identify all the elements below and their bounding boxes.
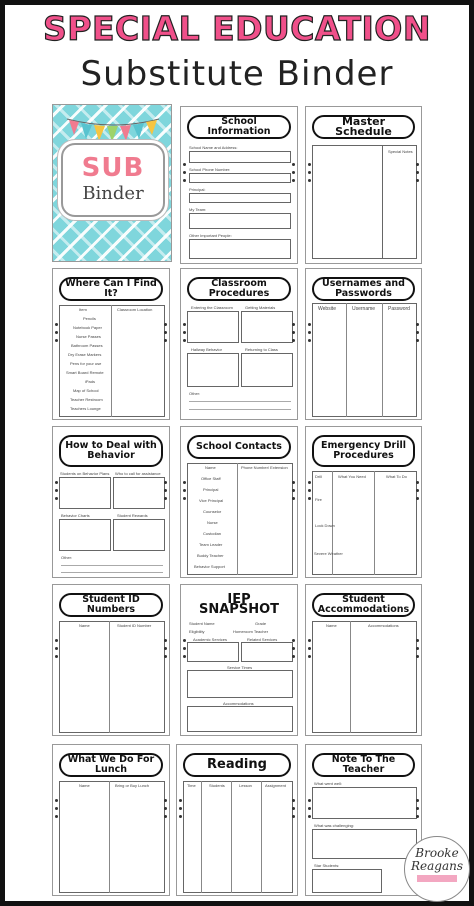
field-label: What was challenging: bbox=[314, 823, 355, 828]
behavior-box bbox=[113, 519, 165, 551]
card-title: IEP SNAPSHOT bbox=[187, 593, 291, 617]
dot-icon bbox=[55, 481, 58, 484]
field-label: Student Name bbox=[189, 621, 215, 626]
dot-icon bbox=[416, 163, 419, 166]
column-header: Name bbox=[79, 623, 90, 628]
dot-icon bbox=[292, 647, 295, 650]
iep-box bbox=[187, 706, 293, 732]
dot-icon bbox=[308, 323, 311, 326]
table-row: Custodian bbox=[203, 531, 222, 536]
binder-hole-dots bbox=[416, 323, 419, 342]
dot-icon bbox=[55, 339, 58, 342]
dot-icon bbox=[292, 179, 295, 182]
field-label: Star Students: bbox=[314, 863, 340, 868]
procedure-box bbox=[241, 311, 293, 343]
binder-hole-dots bbox=[308, 481, 311, 500]
card-title: Master Schedule bbox=[312, 115, 415, 139]
table-row: Map of School bbox=[73, 388, 99, 393]
table-row: Nurse Passes bbox=[76, 334, 101, 339]
row-label: Severe Weather bbox=[314, 551, 343, 556]
card-student-accommodations bbox=[305, 584, 422, 736]
card-classroom-procedures bbox=[180, 268, 298, 420]
behavior-box bbox=[59, 477, 111, 509]
table-row: Pens for your use bbox=[70, 361, 102, 366]
column-header: Name bbox=[79, 783, 90, 788]
dot-icon bbox=[164, 339, 167, 342]
box-label: Who to call for assistance bbox=[115, 471, 161, 476]
table-row: iPads bbox=[85, 379, 96, 384]
binder-hole-dots bbox=[55, 481, 58, 500]
procedure-box bbox=[241, 353, 293, 387]
dot-icon bbox=[55, 639, 58, 642]
box-label: Behavior Charts bbox=[61, 513, 90, 518]
card-title: Emergency Drill Procedures bbox=[312, 435, 415, 467]
dot-icon bbox=[292, 799, 295, 802]
binder-hole-dots bbox=[55, 639, 58, 658]
dot-icon bbox=[183, 639, 186, 642]
dot-icon bbox=[183, 339, 186, 342]
column-header: Special Notes bbox=[388, 149, 413, 154]
card-usernames-passwords bbox=[305, 268, 422, 420]
card-title: Note To The Teacher bbox=[312, 753, 415, 777]
table-row: Dry Erase Markers bbox=[68, 352, 102, 357]
brooke-reagans-logo bbox=[404, 836, 470, 902]
binder-hole-dots bbox=[164, 481, 167, 500]
dot-icon bbox=[416, 799, 419, 802]
card-emergency-drill bbox=[305, 426, 422, 578]
dot-icon bbox=[183, 179, 186, 182]
table-row: Counselor bbox=[203, 509, 222, 514]
dot-icon bbox=[416, 807, 419, 810]
dot-icon bbox=[164, 799, 167, 802]
logo-text: Reagans bbox=[410, 859, 463, 873]
field-label: School Name and Address: bbox=[189, 145, 238, 150]
dot-icon bbox=[292, 497, 295, 500]
dot-icon bbox=[164, 655, 167, 658]
field-box bbox=[189, 173, 291, 183]
binder-hole-dots bbox=[164, 639, 167, 658]
card-lunch bbox=[52, 744, 170, 896]
dot-icon bbox=[164, 815, 167, 818]
dot-icon bbox=[164, 481, 167, 484]
binder-hole-dots bbox=[416, 481, 419, 500]
field-box bbox=[189, 213, 291, 229]
dot-icon bbox=[55, 799, 58, 802]
card-title: Student ID Numbers bbox=[59, 593, 163, 617]
binder-hole-dots bbox=[308, 799, 311, 818]
dot-icon bbox=[308, 807, 311, 810]
note-box bbox=[312, 787, 417, 819]
dot-icon bbox=[183, 163, 186, 166]
dot-icon bbox=[179, 807, 182, 810]
binder-hole-dots bbox=[292, 799, 295, 818]
binder-hole-dots bbox=[416, 639, 419, 658]
binder-hole-dots bbox=[308, 323, 311, 342]
dot-icon bbox=[416, 171, 419, 174]
sub-binder-badge bbox=[61, 143, 165, 217]
reading-table bbox=[183, 781, 293, 893]
dot-icon bbox=[183, 171, 186, 174]
card-title: School Contacts bbox=[187, 435, 291, 459]
dot-icon bbox=[164, 647, 167, 650]
dot-icon bbox=[164, 807, 167, 810]
dot-icon bbox=[55, 331, 58, 334]
table-row: Vice Principal bbox=[199, 498, 224, 503]
binder-hole-dots bbox=[292, 481, 295, 500]
dot-icon bbox=[308, 163, 311, 166]
table-row: Behavior Support bbox=[194, 564, 225, 569]
table-row: Principal bbox=[203, 487, 219, 492]
dot-icon bbox=[308, 331, 311, 334]
field-box bbox=[189, 151, 291, 163]
procedure-box bbox=[187, 353, 239, 387]
dot-icon bbox=[292, 655, 295, 658]
field-label: Principal: bbox=[189, 187, 206, 192]
dot-icon bbox=[416, 815, 419, 818]
bunting-banner-icon bbox=[65, 115, 161, 145]
column-header: Password bbox=[388, 306, 410, 312]
binder-hole-dots bbox=[416, 163, 419, 182]
table-row: Nurse bbox=[207, 520, 218, 525]
dot-icon bbox=[164, 489, 167, 492]
field-label: Homeroom Teacher bbox=[233, 629, 269, 634]
cover-sub-text: SUB bbox=[81, 153, 145, 183]
card-where-can-i-find-it bbox=[52, 268, 170, 420]
table-row: Bathroom Passes bbox=[71, 343, 103, 348]
binder-hole-dots bbox=[292, 163, 295, 182]
dot-icon bbox=[164, 639, 167, 642]
dot-icon bbox=[183, 331, 186, 334]
lunch-table bbox=[59, 781, 165, 893]
dot-icon bbox=[416, 339, 419, 342]
dot-icon bbox=[179, 815, 182, 818]
schedule-grid bbox=[312, 145, 417, 259]
dot-icon bbox=[308, 655, 311, 658]
column-header: Student ID Number bbox=[117, 623, 152, 628]
dot-icon bbox=[308, 497, 311, 500]
dot-icon bbox=[183, 481, 186, 484]
field-label: School Phone Number: bbox=[189, 167, 231, 172]
card-title: School Information bbox=[187, 115, 291, 139]
dot-icon bbox=[55, 647, 58, 650]
binder-hole-dots bbox=[292, 323, 295, 342]
table-row: Pencils bbox=[83, 316, 96, 321]
binder-hole-dots bbox=[164, 799, 167, 818]
card-title: How to Deal with Behavior bbox=[59, 435, 163, 467]
dot-icon bbox=[416, 647, 419, 650]
dot-icon bbox=[183, 647, 186, 650]
field-label: Other Important People: bbox=[189, 233, 232, 238]
dot-icon bbox=[179, 799, 182, 802]
dot-icon bbox=[292, 481, 295, 484]
table-row: Teachers Lounge bbox=[70, 406, 101, 411]
card-title: Where Can I Find It? bbox=[59, 277, 163, 301]
section-label: Related Services bbox=[247, 637, 278, 642]
note-box bbox=[312, 869, 382, 893]
box-label: Getting Materials bbox=[245, 305, 276, 310]
dot-icon bbox=[183, 323, 186, 326]
section-label: Accommodations bbox=[223, 701, 254, 706]
dot-icon bbox=[308, 481, 311, 484]
dot-icon bbox=[55, 655, 58, 658]
table-row: Teacher Restroom bbox=[70, 397, 103, 402]
table-row: Office Staff bbox=[201, 476, 221, 481]
column-header: What You Need bbox=[338, 474, 366, 479]
dot-icon bbox=[292, 171, 295, 174]
row-label: Fire bbox=[315, 497, 322, 502]
box-label: Student Rewards bbox=[117, 513, 148, 518]
other-label: Other: bbox=[61, 555, 73, 560]
dot-icon bbox=[308, 489, 311, 492]
dot-icon bbox=[416, 489, 419, 492]
row-label: Lock Down bbox=[315, 523, 335, 528]
card-title: What We Do For Lunch bbox=[59, 753, 163, 777]
binder-hole-dots bbox=[55, 323, 58, 342]
box-label: Hallway Behavior bbox=[191, 347, 222, 352]
dot-icon bbox=[164, 331, 167, 334]
dot-icon bbox=[416, 179, 419, 182]
dot-icon bbox=[416, 331, 419, 334]
dot-icon bbox=[416, 639, 419, 642]
note-box bbox=[312, 829, 417, 859]
field-box bbox=[189, 193, 291, 203]
binder-hole-dots bbox=[308, 163, 311, 182]
field-label: What went well: bbox=[314, 781, 343, 786]
column-header: Username bbox=[352, 306, 376, 312]
dot-icon bbox=[308, 799, 311, 802]
dot-icon bbox=[292, 815, 295, 818]
card-behavior bbox=[52, 426, 170, 578]
dot-icon bbox=[55, 497, 58, 500]
dot-icon bbox=[183, 489, 186, 492]
card-school-contacts bbox=[180, 426, 298, 578]
column-header: Item bbox=[79, 307, 87, 312]
column-header: Students bbox=[209, 783, 225, 788]
dot-icon bbox=[292, 323, 295, 326]
table-row: Smart Board Remote bbox=[66, 370, 104, 375]
dot-icon bbox=[183, 497, 186, 500]
section-label: Academic Services bbox=[193, 637, 228, 642]
other-label: Other: bbox=[189, 391, 201, 396]
binder-hole-dots bbox=[183, 639, 186, 658]
binder-hole-dots bbox=[183, 163, 186, 182]
column-header: Assignment bbox=[265, 783, 286, 788]
binder-hole-dots bbox=[55, 799, 58, 818]
dot-icon bbox=[308, 647, 311, 650]
column-header: Time bbox=[187, 783, 196, 788]
cover-card bbox=[52, 104, 172, 262]
column-header: Name bbox=[205, 465, 216, 470]
dot-icon bbox=[308, 339, 311, 342]
table-row: Team Leader bbox=[199, 542, 223, 547]
dot-icon bbox=[292, 489, 295, 492]
dot-icon bbox=[55, 815, 58, 818]
row-label: Drill bbox=[315, 474, 322, 479]
behavior-box bbox=[59, 519, 111, 551]
field-label: Eligibility bbox=[189, 629, 205, 634]
binder-hole-dots bbox=[416, 799, 419, 818]
section-label: Service Times bbox=[227, 665, 253, 670]
field-label: Grade bbox=[255, 621, 267, 626]
binder-hole-dots bbox=[308, 639, 311, 658]
column-header: Lesson bbox=[239, 783, 252, 788]
dot-icon bbox=[164, 323, 167, 326]
dot-icon bbox=[308, 171, 311, 174]
dot-icon bbox=[55, 323, 58, 326]
page-title: SPECIAL EDUCATION bbox=[43, 9, 431, 48]
box-label: Students on Behavior Plans bbox=[60, 471, 110, 476]
dot-icon bbox=[416, 323, 419, 326]
dot-icon bbox=[183, 655, 186, 658]
dot-icon bbox=[292, 339, 295, 342]
binder-hole-dots bbox=[164, 323, 167, 342]
dot-icon bbox=[416, 481, 419, 484]
logo-band bbox=[417, 875, 457, 882]
iep-box bbox=[187, 642, 239, 662]
card-school-information bbox=[180, 106, 298, 264]
iep-box bbox=[187, 670, 293, 698]
dot-icon bbox=[308, 179, 311, 182]
dot-icon bbox=[292, 331, 295, 334]
card-title: Classroom Procedures bbox=[187, 277, 291, 301]
card-iep-snapshot bbox=[180, 584, 298, 736]
dot-icon bbox=[55, 807, 58, 810]
logo-text: Brooke bbox=[415, 846, 459, 860]
password-table bbox=[312, 303, 417, 417]
binder-hole-dots bbox=[292, 639, 295, 658]
dot-icon bbox=[416, 655, 419, 658]
column-header: Name bbox=[326, 623, 337, 628]
accommodations-table bbox=[312, 621, 417, 733]
box-label: Entering the Classroom bbox=[191, 305, 233, 310]
field-box bbox=[189, 239, 291, 259]
id-table bbox=[59, 621, 165, 733]
field-label: My Team: bbox=[189, 207, 207, 212]
procedure-box bbox=[187, 311, 239, 343]
column-header: Phone Number/ Extension bbox=[241, 465, 288, 470]
dot-icon bbox=[292, 163, 295, 166]
iep-box bbox=[241, 642, 293, 662]
card-master-schedule bbox=[305, 106, 422, 264]
behavior-box bbox=[113, 477, 165, 509]
dot-icon bbox=[292, 807, 295, 810]
column-header: Website bbox=[318, 306, 336, 312]
table-row: Buddy Teacher bbox=[197, 553, 224, 558]
card-reading bbox=[176, 744, 298, 896]
binder-hole-dots bbox=[179, 799, 182, 818]
cover-binder-text: Binder bbox=[82, 183, 144, 204]
box-label: Returning to Class bbox=[245, 347, 278, 352]
column-header: Bring or Buy Lunch bbox=[115, 783, 150, 788]
dot-icon bbox=[308, 815, 311, 818]
column-header: Accommodations bbox=[368, 623, 399, 628]
column-header: Classroom Location bbox=[117, 307, 153, 312]
table-row: Notebook Paper bbox=[73, 325, 102, 330]
card-title: Usernames and Passwords bbox=[312, 277, 415, 301]
dot-icon bbox=[308, 639, 311, 642]
dot-icon bbox=[55, 489, 58, 492]
dot-icon bbox=[292, 639, 295, 642]
dot-icon bbox=[164, 497, 167, 500]
card-title: Reading bbox=[183, 753, 291, 777]
column-header: What To Do bbox=[386, 474, 407, 479]
card-student-id-numbers bbox=[52, 584, 170, 736]
binder-hole-dots bbox=[183, 323, 186, 342]
card-title: Student Accommodations bbox=[312, 593, 415, 617]
binder-hole-dots bbox=[183, 481, 186, 500]
page-subtitle: Substitute Binder bbox=[80, 54, 394, 94]
dot-icon bbox=[416, 497, 419, 500]
